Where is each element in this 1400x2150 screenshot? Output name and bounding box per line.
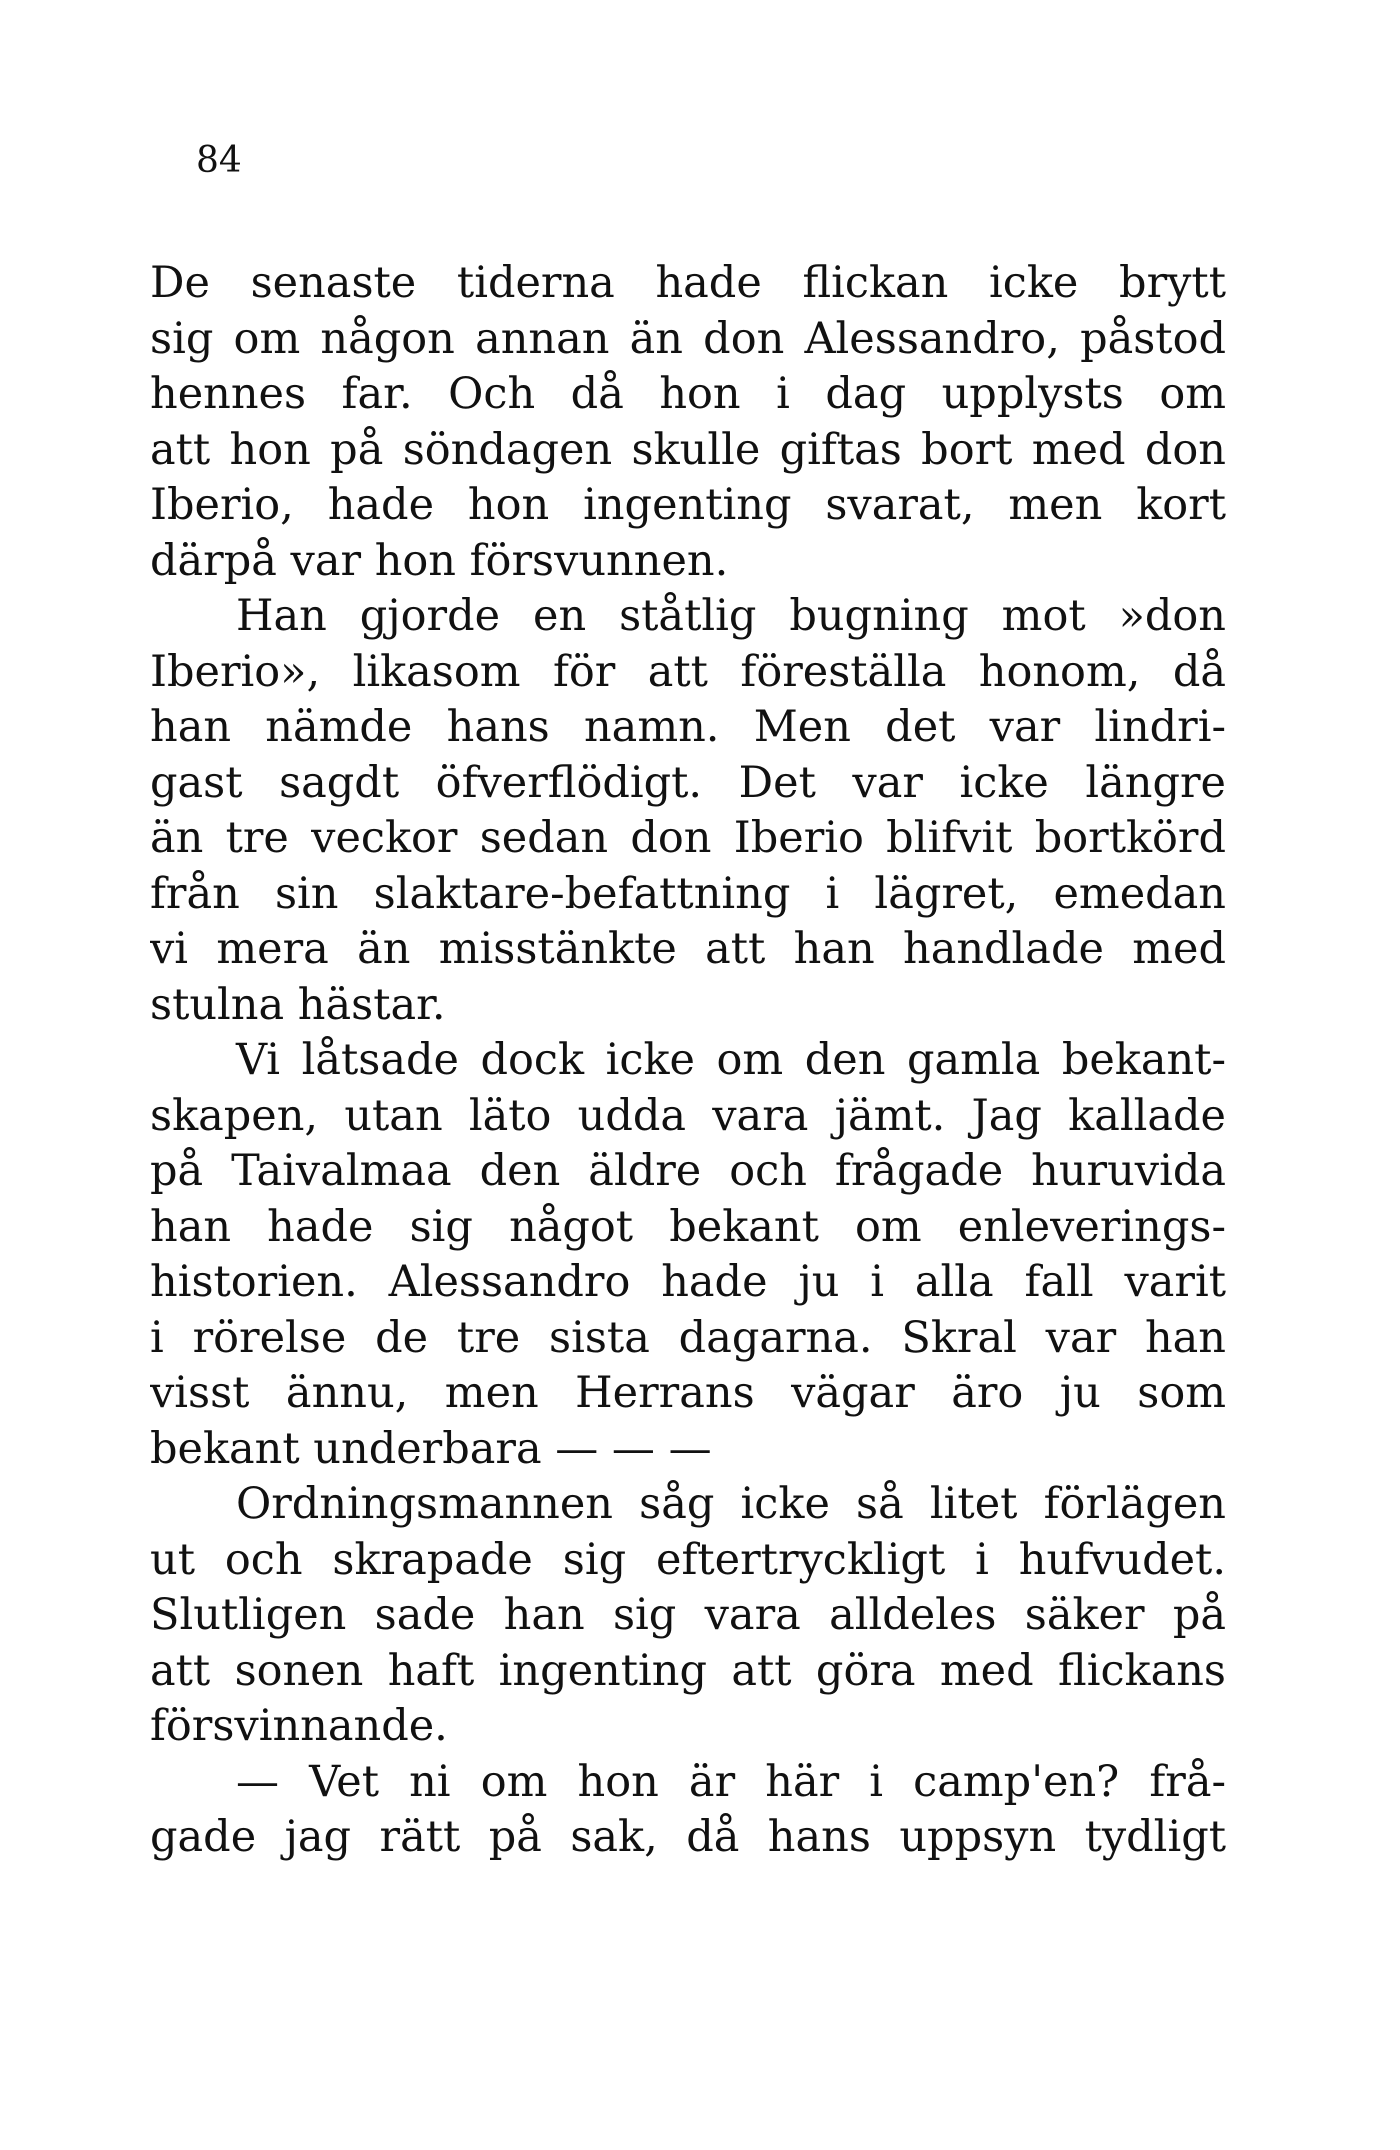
- text-line: Vi låtsade dock icke om den gamla bekant-: [236, 1035, 1226, 1085]
- text-line: Slutligen sade han sig vara alldeles säker på: [150, 1590, 1226, 1640]
- text-line: hennes far. Och då hon i dag upplysts om: [150, 369, 1226, 419]
- text-line: försvinnande.: [150, 1701, 448, 1751]
- page-number: 84: [196, 140, 242, 181]
- text-line: vi mera än misstänkte att han handlade med: [150, 924, 1226, 974]
- text-line: Han gjorde en ståtlig bugning mot »don: [236, 591, 1226, 641]
- body-text: [150, 256, 1226, 1866]
- text-line: därpå var hon försvunnen.: [150, 535, 729, 586]
- text-line: stulna hästar.: [150, 979, 446, 1030]
- text-line: gade jag rätt på sak, då hans uppsyn tydligt: [150, 1812, 1226, 1862]
- text-line: ut och skrapade sig eftertryckligt i hufvudet.: [150, 1534, 1226, 1585]
- text-line: han nämde hans namn. Men det var lindri-: [150, 702, 1226, 752]
- text-line: från sin slaktare-befattning i lägret, emedan: [150, 868, 1226, 919]
- text-line: — Vet ni om hon är här i camp'en? frå-: [236, 1756, 1226, 1807]
- text-line: på Taivalmaa den äldre och frågade huruvida: [150, 1146, 1226, 1196]
- text-line: De senaste tiderna hade flickan icke brytt: [150, 258, 1226, 308]
- text-line: han hade sig något bekant om enleverings-: [150, 1201, 1226, 1252]
- text-line: Iberio, hade hon ingenting svarat, men kort: [150, 480, 1226, 530]
- text-line: än tre veckor sedan don Iberio blifvit bortkörd: [150, 813, 1226, 863]
- text-line: i rörelse de tre sista dagarna. Skral var han: [150, 1312, 1226, 1363]
- text-line: att sonen haft ingenting att göra med flickans: [150, 1645, 1226, 1696]
- text-line: historien. Alessandro hade ju i alla fall varit: [150, 1257, 1226, 1307]
- text-line: Iberio», likasom för att föreställa honom, då: [150, 646, 1226, 697]
- text-line: att hon på söndagen skulle giftas bort med don: [150, 424, 1226, 475]
- text-line: visst ännu, men Herrans vägar äro ju som: [150, 1368, 1226, 1418]
- text-line: sig om någon annan än don Alessandro, påstod: [150, 313, 1226, 364]
- text-line: skapen, utan läto udda vara jämt. Jag kallade: [150, 1090, 1226, 1141]
- text-line: gast sagdt öfverflödigt. Det var icke längre: [150, 757, 1226, 808]
- text-line: bekant underbara — — —: [150, 1423, 712, 1474]
- text-line: Ordningsmannen såg icke så litet förlägen: [236, 1479, 1226, 1529]
